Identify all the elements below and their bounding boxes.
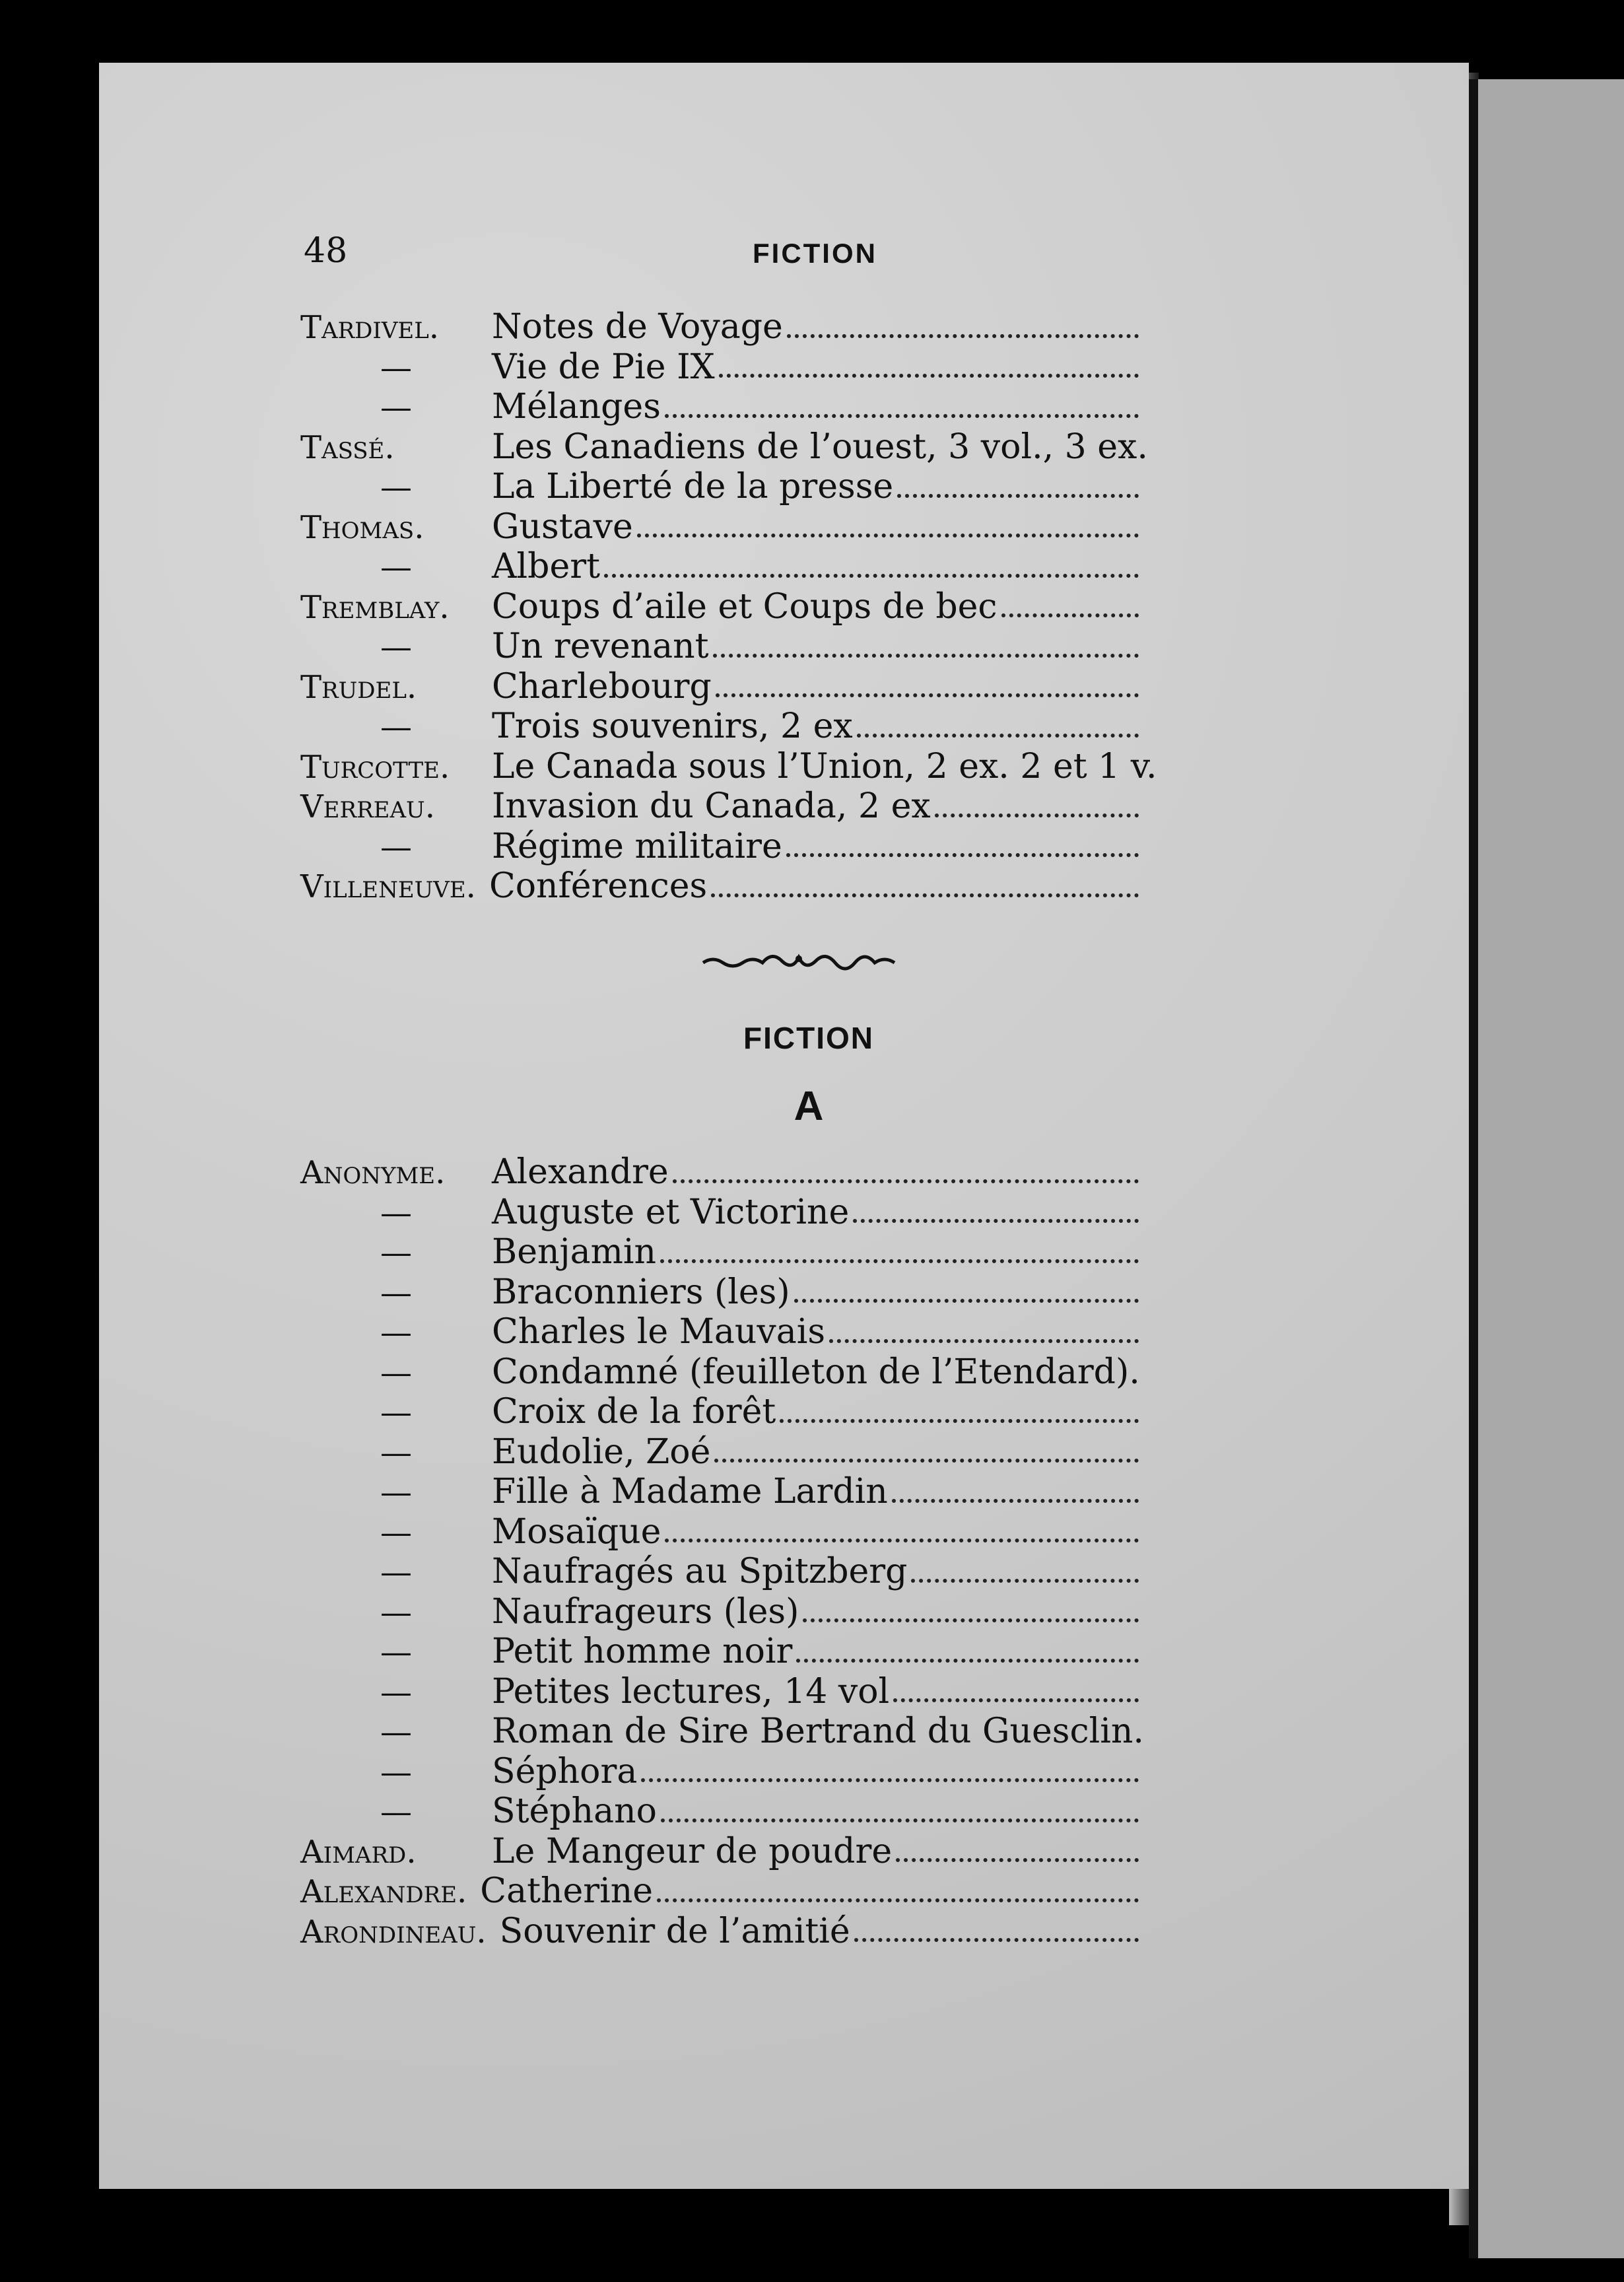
entry-author: — — [380, 1274, 412, 1311]
entry-author: — — [380, 828, 412, 866]
dot-leader — [911, 1570, 1139, 1583]
entry-title: Notes de Voyage — [492, 307, 783, 347]
entry-title: Régime militaire — [492, 826, 782, 866]
entry-author: Verreau. — [300, 788, 435, 825]
entry-title: Charles le Mauvais — [492, 1312, 826, 1352]
catalog-entry — [300, 1712, 1144, 1752]
catalog-entry — [300, 1832, 1139, 1872]
entry-author: — — [380, 1793, 412, 1830]
dot-leader — [794, 1290, 1139, 1303]
dot-leader — [716, 684, 1139, 697]
dot-leader — [854, 1929, 1139, 1942]
catalog-entry — [300, 1152, 1139, 1193]
entry-author: Tremblay. — [300, 588, 450, 626]
dot-leader — [1001, 604, 1139, 617]
entry-title: Vie de Pie IX — [492, 347, 715, 387]
catalog-entry — [300, 387, 1139, 427]
entry-title: Trois souvenirs, 2 ex — [492, 707, 853, 746]
catalog-entry — [300, 467, 1139, 507]
catalog-entry — [300, 1632, 1139, 1672]
catalog-entry — [300, 307, 1139, 347]
entry-title: Gustave — [492, 506, 633, 547]
dot-leader — [660, 1250, 1139, 1263]
entry-author: — — [380, 629, 412, 666]
catalog-entry — [300, 507, 1139, 547]
entry-title: Petit homme noir — [492, 1632, 793, 1671]
dot-leader — [892, 1490, 1139, 1503]
entry-title: Le Mangeur de poudre — [492, 1831, 893, 1871]
entry-title: Fille à Madame Lardin — [492, 1472, 888, 1511]
entry-title: La Liberté de la presse — [492, 467, 894, 506]
dot-leader — [657, 1889, 1139, 1902]
catalog-entry — [300, 1791, 1139, 1832]
dot-leader — [604, 565, 1139, 578]
entry-author: Trudel. — [300, 668, 417, 706]
dot-leader — [714, 1449, 1139, 1463]
entry-title: Croix de la forêt — [492, 1392, 776, 1432]
dot-leader — [786, 844, 1139, 857]
entry-title: Séphora — [492, 1751, 638, 1791]
entry-list-bottom — [300, 1152, 1144, 1951]
entry-author: Aimard. — [300, 1833, 417, 1871]
catalog-entry — [300, 347, 1139, 388]
facing-page-edge — [1469, 79, 1624, 2258]
entry-title: Catherine — [480, 1871, 653, 1911]
catalog-entry — [300, 1592, 1139, 1632]
dot-leader — [787, 325, 1139, 338]
dot-leader — [719, 364, 1139, 378]
entry-title: Conférences — [489, 866, 708, 906]
catalog-entry — [300, 866, 1139, 907]
catalog-entry — [300, 707, 1139, 747]
entry-title: Charlebourg — [492, 666, 712, 707]
entry-author: — — [380, 1354, 412, 1391]
dot-leader — [673, 1170, 1139, 1183]
entry-title: Coups d’aile et Coups de bec — [492, 586, 998, 627]
catalog-entry — [300, 1352, 1139, 1393]
catalog-entry — [300, 1871, 1139, 1912]
entry-title: Roman de Sire Bertrand du Guesclin. — [492, 1712, 1144, 1751]
page-number: 48 — [304, 231, 348, 271]
catalog-entry — [300, 1312, 1139, 1352]
entry-author: Thomas. — [300, 508, 424, 546]
catalog-entry — [300, 1193, 1139, 1233]
catalog-entry — [300, 786, 1139, 827]
catalog-entry — [300, 427, 1148, 467]
catalog-entry — [300, 1552, 1139, 1592]
entry-author: — — [380, 549, 412, 586]
entry-title: Naufragés au Spitzberg — [492, 1552, 908, 1591]
entry-author: Tassé. — [300, 429, 395, 466]
entry-author: — — [380, 389, 412, 426]
dot-leader — [893, 1689, 1139, 1702]
entry-author: Villeneuve. — [300, 868, 476, 905]
catalog-entry — [300, 1912, 1139, 1952]
catalog-entry — [300, 827, 1139, 867]
entry-author: — — [380, 1513, 412, 1551]
entry-author: Turcotte. — [300, 748, 450, 786]
entry-title: Les Canadiens de l’ouest, 3 vol., 3 ex. — [492, 427, 1148, 467]
dot-leader — [796, 1649, 1139, 1663]
entry-title: Eudolie, Zoé — [492, 1432, 711, 1472]
catalog-entry — [300, 1272, 1139, 1313]
ornament-divider — [700, 944, 898, 977]
dot-leader — [853, 1210, 1139, 1223]
entry-title: Stéphano — [492, 1791, 657, 1831]
entry-title: Mosaïque — [492, 1511, 661, 1552]
catalog-entry — [300, 1672, 1139, 1712]
entry-author: — — [380, 1634, 412, 1671]
entry-author: Arondineau. — [300, 1913, 487, 1951]
dot-leader — [829, 1330, 1139, 1343]
running-title: FICTION — [753, 238, 877, 269]
entry-title: Mélanges — [492, 387, 661, 427]
dot-leader — [711, 884, 1139, 897]
entry-author: — — [380, 469, 412, 506]
dot-leader — [897, 485, 1139, 498]
catalog-entry — [300, 746, 1157, 787]
entry-author: — — [380, 1314, 412, 1351]
entry-title: Invasion du Canada, 2 ex — [492, 786, 931, 826]
entry-title: Braconniers (les) — [492, 1272, 790, 1312]
entry-title: Auguste et Victorine — [492, 1192, 850, 1232]
entry-author: — — [380, 709, 412, 745]
entry-author: — — [380, 1713, 412, 1750]
catalog-entry — [300, 1752, 1139, 1792]
entry-author: Alexandre. — [300, 1873, 467, 1910]
entry-list-top — [300, 307, 1157, 907]
dot-leader — [935, 804, 1139, 817]
catalog-entry — [300, 1392, 1139, 1432]
dot-leader — [803, 1609, 1139, 1622]
entry-author: — — [380, 1434, 412, 1471]
catalog-entry — [300, 627, 1139, 667]
catalog-entry — [300, 547, 1139, 587]
catalog-entry — [300, 587, 1139, 627]
section-title: FICTION — [743, 1021, 874, 1055]
entry-title: Benjamin — [492, 1232, 657, 1272]
dot-leader — [713, 644, 1139, 658]
entry-title: Naufrageurs (les) — [492, 1591, 799, 1632]
entry-author: Anonyme. — [300, 1154, 446, 1191]
entry-author: — — [380, 1554, 412, 1591]
entry-title: Condamné (feuilleton de l’Etendard). — [492, 1352, 1140, 1392]
entry-author: — — [380, 1394, 412, 1431]
entry-author: — — [380, 349, 412, 386]
entry-title: Petites lectures, 14 vol — [492, 1671, 890, 1712]
catalog-entry — [300, 1472, 1139, 1512]
catalog-entry — [300, 1512, 1139, 1552]
entry-title: Le Canada sous l’Union, 2 ex. 2 et 1 v. — [492, 746, 1157, 786]
dot-leader — [896, 1849, 1139, 1862]
entry-author: — — [380, 1673, 412, 1711]
section-letter: A — [794, 1084, 824, 1129]
entry-author: Tardivel. — [300, 309, 440, 346]
entry-author: — — [380, 1234, 412, 1271]
entry-author: — — [380, 1753, 412, 1791]
dot-leader — [641, 1769, 1139, 1782]
dot-leader — [665, 405, 1139, 418]
entry-author: — — [380, 1194, 412, 1231]
dot-leader — [661, 1809, 1139, 1822]
entry-title: Un revenant — [492, 627, 709, 666]
dot-leader — [857, 724, 1139, 738]
dot-leader — [637, 524, 1139, 537]
entry-author: — — [380, 1593, 412, 1631]
dot-leader — [665, 1529, 1139, 1542]
entry-author: — — [380, 1474, 412, 1511]
entry-title: Alexandre — [492, 1152, 669, 1192]
catalog-entry — [300, 667, 1139, 707]
entry-title: Souvenir de l’amitié — [499, 1911, 850, 1951]
catalog-entry — [300, 1432, 1139, 1472]
entry-title: Albert — [492, 547, 600, 586]
dot-leader — [780, 1410, 1139, 1423]
page-header — [304, 231, 1129, 277]
catalog-entry — [300, 1232, 1139, 1272]
